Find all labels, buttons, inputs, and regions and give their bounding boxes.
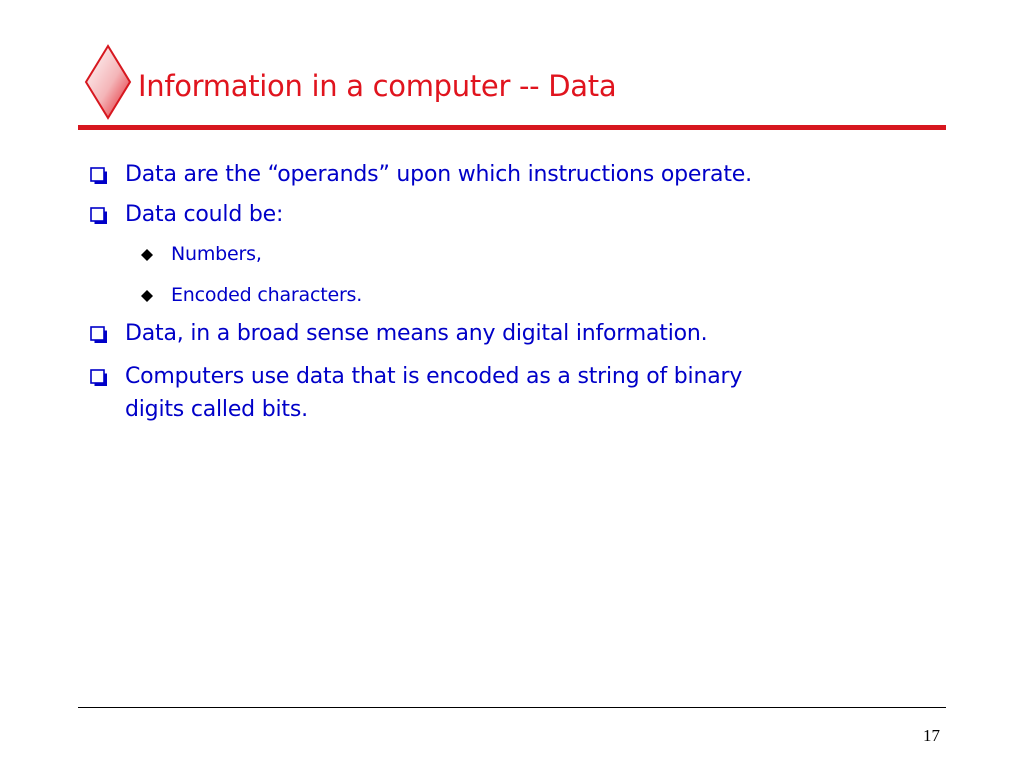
checkbox-bullet-icon	[90, 167, 108, 185]
bullet-text: digits called bits.	[125, 397, 308, 422]
sub-bullet-text: Encoded characters.	[171, 284, 363, 306]
footer-rule	[78, 707, 946, 708]
checkbox-bullet-icon	[90, 326, 108, 344]
bullet-text: Data could be:	[125, 202, 284, 227]
bullet-text: Data, in a broad sense means any digital information.	[125, 321, 708, 346]
diamond-bullet-icon	[140, 248, 154, 262]
checkbox-bullet-icon	[90, 207, 108, 225]
diamond-bullet-icon	[140, 289, 154, 303]
title-underline	[78, 125, 946, 130]
checkbox-bullet-icon	[90, 369, 108, 387]
bullet-text: Computers use data that is encoded as a string of binary	[125, 364, 743, 389]
page-number: 17	[923, 726, 940, 745]
bullet-text: Data are the “operands” upon which instructions operate.	[125, 162, 752, 187]
red-diamond-icon	[84, 44, 132, 120]
sub-bullet-text: Numbers,	[171, 243, 262, 265]
slide-title: Information in a computer -- Data	[138, 69, 617, 103]
